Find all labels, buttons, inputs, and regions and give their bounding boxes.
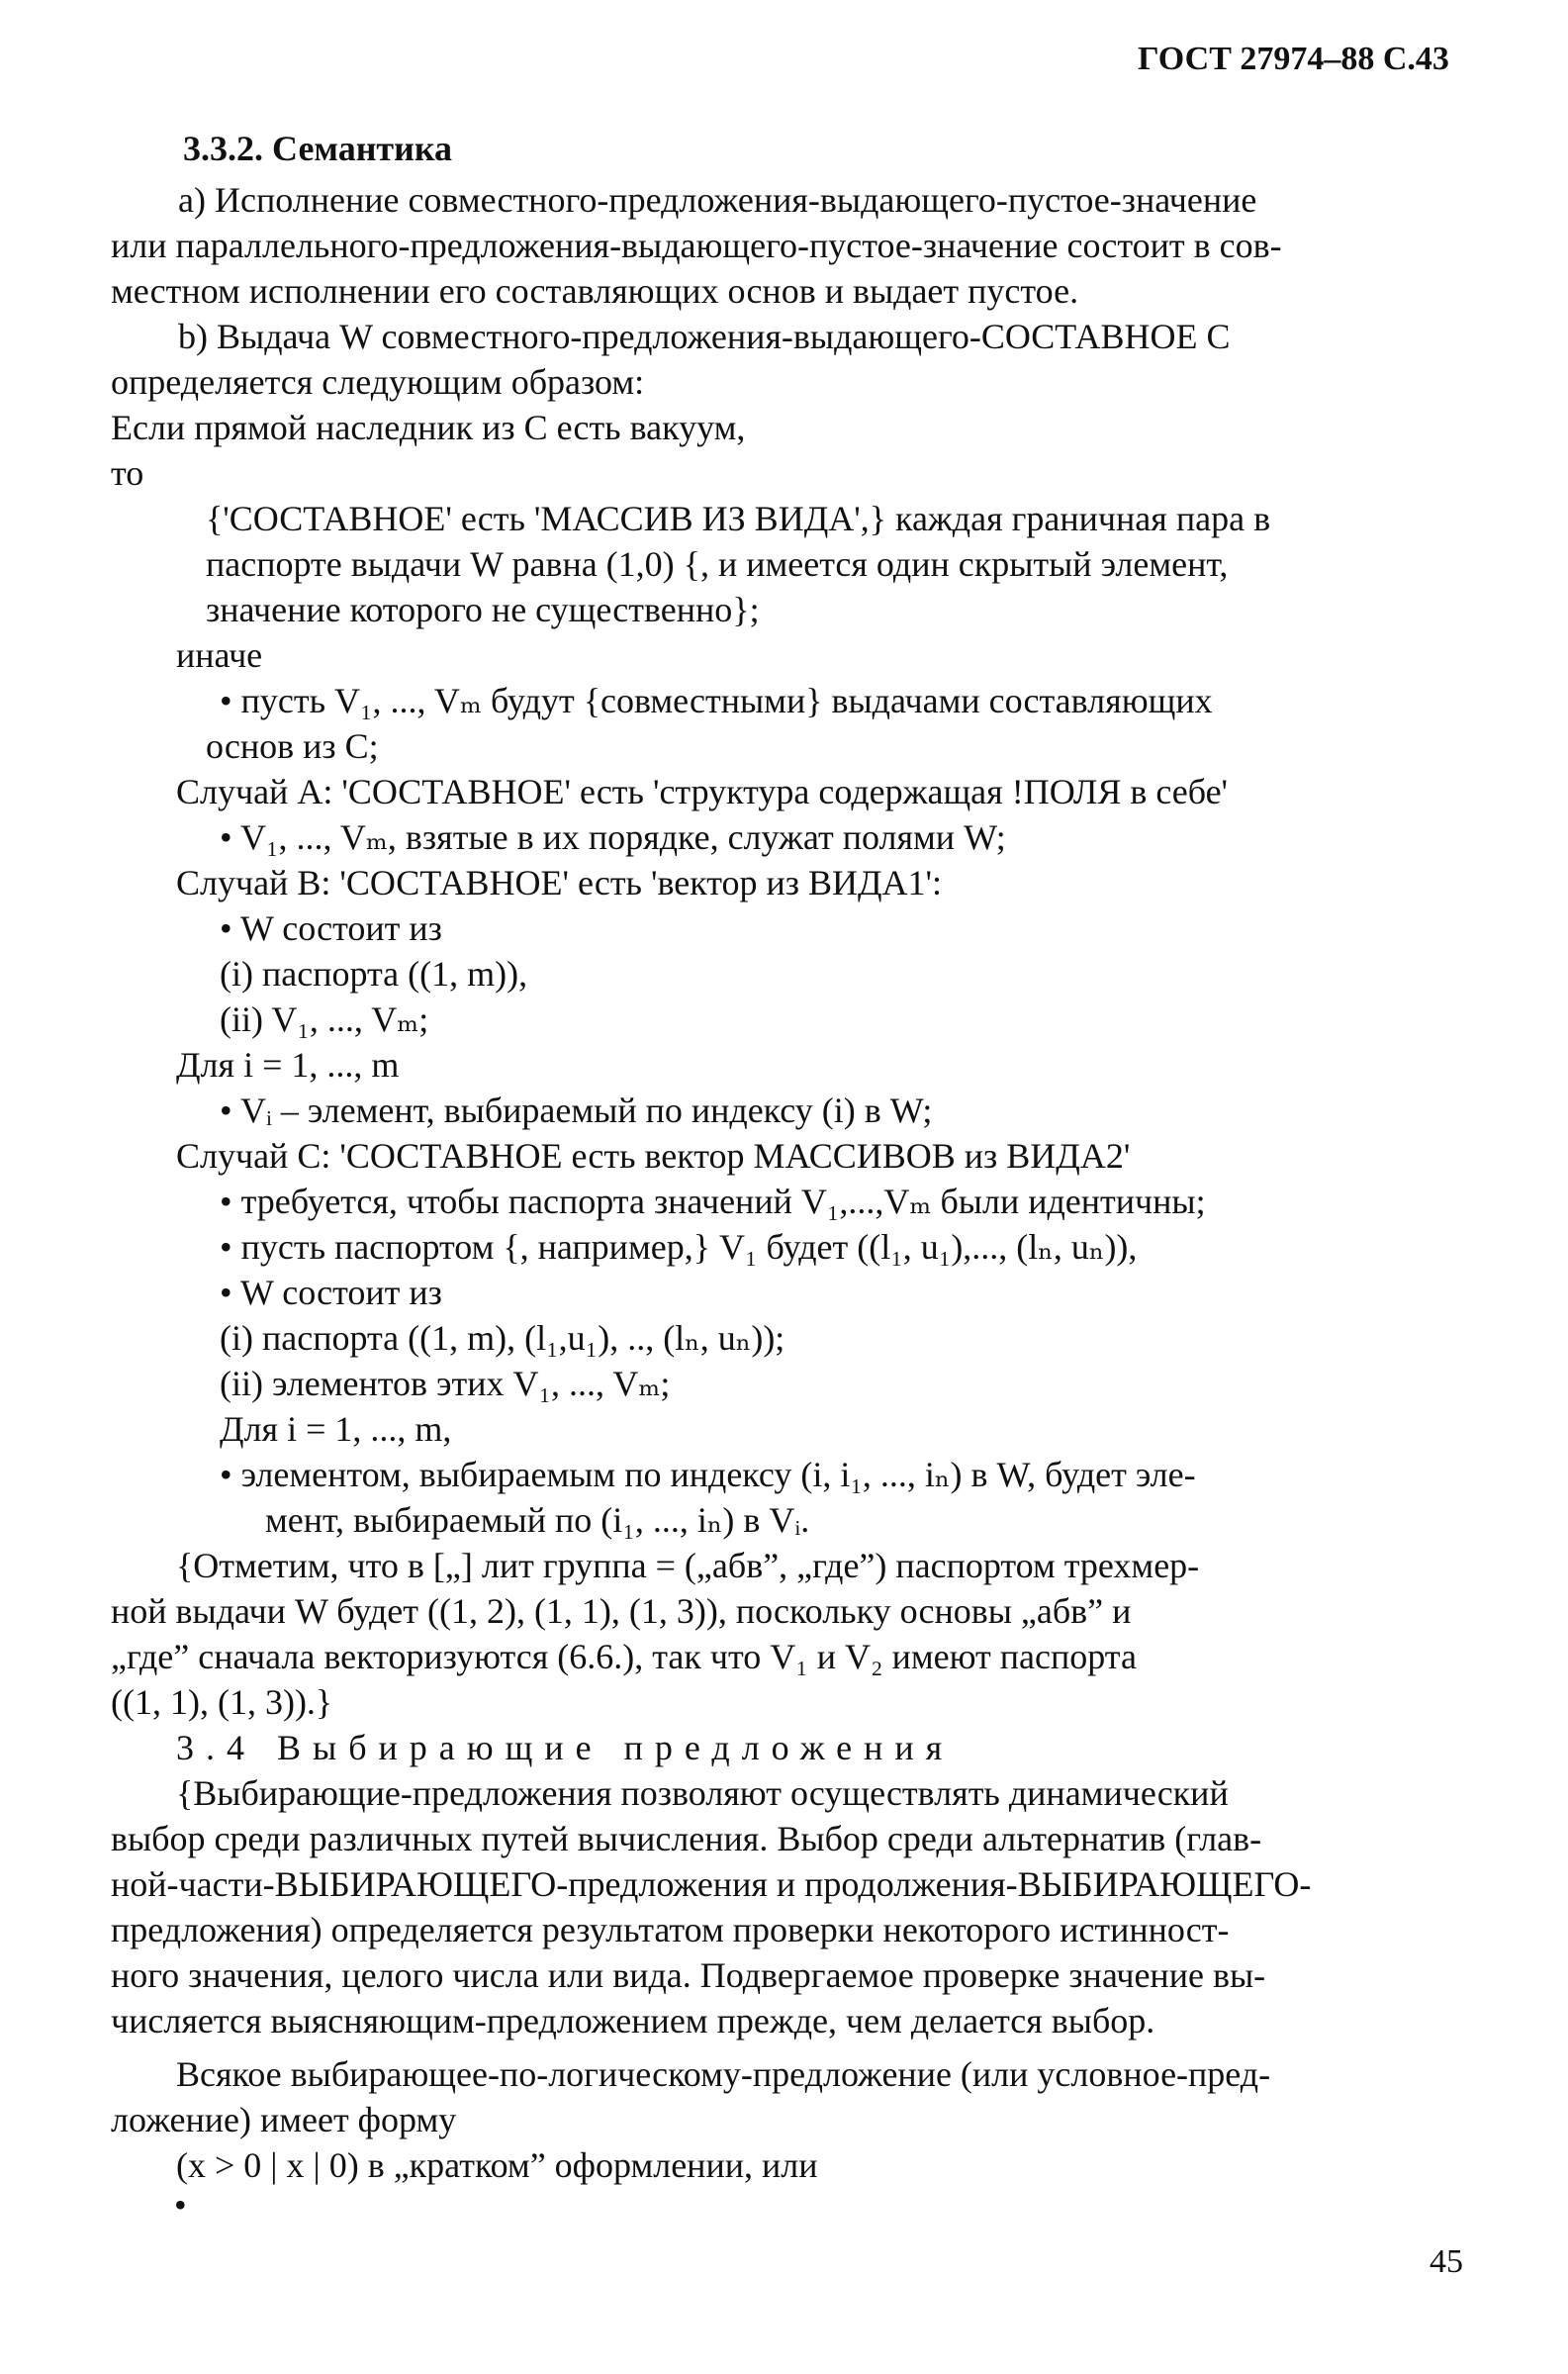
paragraph-a-line-3: местном исполнении его составляющих основ и выдает пустое. [111, 271, 1079, 311]
rule-line: Случай С: 'СОСТАВНОЕ есть вектор МАССИВОВ из ВИДА2' [176, 1136, 1131, 1176]
rule-line: (ii) V₁, ..., Vₘ; [220, 999, 429, 1039]
paragraph-line: ного значения, целого числа или вида. Подвергаемое проверке значение вы- [111, 1955, 1266, 1995]
paragraph-line: {Выбирающие-предложения позволяют осуществлять динамический [176, 1773, 1229, 1813]
paragraph-line: выбор среди различных путей вычисления. Выбор среди альтернатив (глав- [111, 1819, 1262, 1858]
note-line-4: ((1, 1), (1, 3)).} [111, 1682, 333, 1722]
paragraph-b-line-2: определяется следующим образом: [111, 362, 645, 402]
rule-line: • пусть паспортом {, например,} V₁ будет ((l₁, u₁),..., (lₙ, uₙ)), [220, 1227, 1138, 1267]
rule-line: Если прямой наследник из С есть вакуум, [111, 408, 746, 447]
rule-line: • W состоит из [220, 1273, 442, 1312]
rule-line: • пусть V₁, ..., Vₘ будут {совместными} выдачами составляющих [220, 681, 1213, 720]
rule-line: Для i = 1, ..., m [176, 1045, 400, 1085]
note-line-1: {Отметим, что в [„] лит группа = („абв”, „где”) паспортом трехмер- [176, 1546, 1200, 1585]
paragraph-line: предложения) определяется результатом проверки некоторого истинност- [111, 1910, 1230, 1949]
rule-line: (i) паспорта ((1, m)), [220, 954, 528, 994]
paragraph-line: (x > 0 | x | 0) в „кратком” оформлении, или [176, 2145, 818, 2185]
rule-line: паспорте выдачи W равна (1,0) {, и имеется один скрытый элемент, [206, 544, 1229, 584]
rule-line: Случай В: 'СОСТАВНОЕ' есть 'вектор из ВИДА1': [176, 863, 943, 902]
paragraph-a-line-2: или параллельного-предложения-выдающего-пустое-значение состоит в сов- [111, 226, 1282, 265]
page-number: 45 [1430, 2243, 1463, 2280]
rule-line: • V₁, ..., Vₘ, взятые в их порядке, служат полями W; [220, 817, 1006, 857]
note-line-2: ной выдачи W будет ((1, 2), (1, 1), (1, 3)), поскольку основы „абв” и [111, 1591, 1132, 1631]
rule-line: (i) паспорта ((1, m), (l₁,u₁), .., (lₙ, uₙ)); [220, 1318, 785, 1358]
rule-line: {'СОСТАВНОЕ' есть 'МАССИВ ИЗ ВИДА',} каждая граничная пара в [206, 499, 1271, 538]
rule-line: • Vᵢ – элемент, выбираемый по индексу (i) в W; [220, 1091, 933, 1130]
paragraph-line: числяется выясняющим-предложением прежде, чем делается выбор. [111, 2001, 1155, 2041]
rule-line: Для i = 1, ..., m, [220, 1409, 452, 1449]
rule-line: основ из С; [206, 726, 379, 766]
rule-line: (ii) элементов этих V₁, ..., Vₘ; [220, 1364, 671, 1403]
rule-line: • элементом, выбираемым по индексу (i, i₁, ..., iₙ) в W, будет эле- [220, 1455, 1196, 1494]
rule-line: Случай А: 'СОСТАВНОЕ' есть 'структура содержащая !ПОЛЯ в себе' [176, 772, 1229, 811]
standard-header: ГОСТ 27974–88 С.43 [1138, 41, 1449, 77]
section-heading-3-3-2: 3.3.2. Семантика [183, 129, 453, 168]
rule-line: значение которого не существенно}; [206, 590, 760, 629]
paragraph-b-line-1: b) Выдача W совместного-предложения-выдающего-СОСТАВНОЕ С [178, 317, 1231, 356]
rule-line: мент, выбираемый по (i₁, ..., iₙ) в Vᵢ. [265, 1500, 810, 1540]
paragraph-line: ной-части-ВЫБИРАЮЩЕГО-предложения и продолжения-ВЫБИРАЮЩЕГО- [111, 1864, 1312, 1904]
note-line-3: „где” сначала векторизуются (6.6.), так что V₁ и V₂ имеют паспорта [111, 1637, 1137, 1676]
rule-line: иначе [176, 635, 263, 675]
section-heading-3-4: 3.4 Выбирающие предложения [176, 1728, 955, 1767]
stray-bullet: • [174, 2185, 187, 2225]
paragraph-a-line-1: а) Исполнение совместного-предложения-выдающего-пустое-значение [178, 180, 1257, 220]
rule-line: • требуется, чтобы паспорта значений V₁,...,Vₘ были идентичны; [220, 1182, 1206, 1221]
paragraph-line: ложение) имеет форму [111, 2100, 457, 2139]
rule-line: • W состоит из [220, 908, 442, 948]
paragraph-line: Всякое выбирающее-по-логическому-предложение (или условное-пред- [176, 2054, 1271, 2094]
rule-line: то [111, 453, 144, 493]
